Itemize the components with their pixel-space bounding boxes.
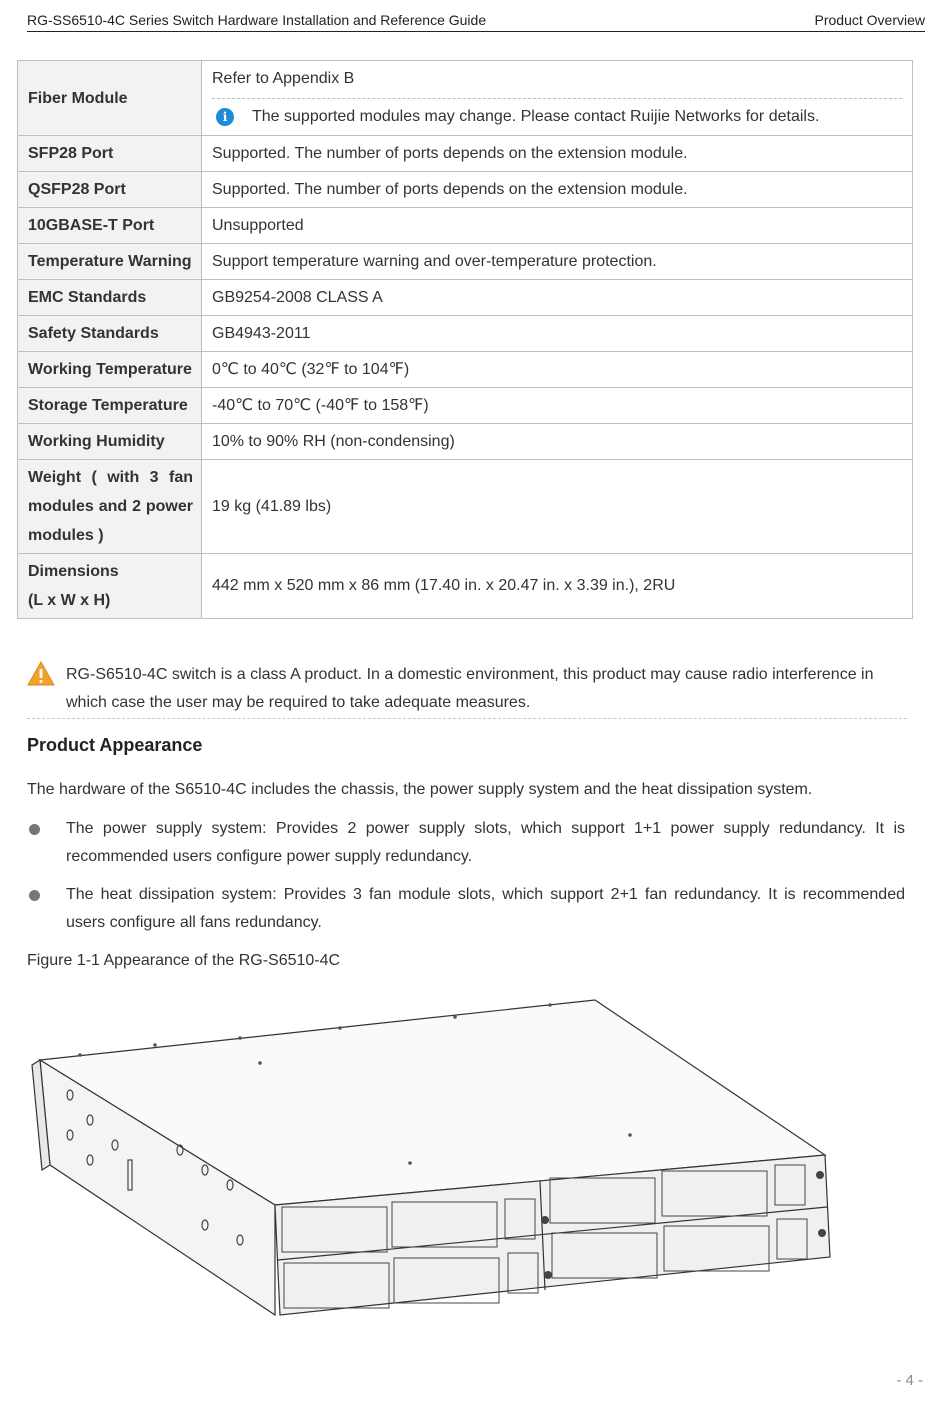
figure-caption: Figure 1-1 Appearance of the RG-S6510-4C — [27, 952, 341, 969]
spec-label: EMC Standards — [18, 280, 202, 316]
spec-value: Unsupported — [202, 208, 913, 244]
spec-label-line: Dimensions — [28, 563, 119, 580]
list-item-text: The power supply system: Provides 2 power supply slots, which support 1+1 power supply redundancy. It is recommended users configure power supply redundancy. — [66, 820, 905, 865]
spec-value: Supported. The number of ports depends on the extension module. — [202, 136, 913, 172]
spec-value: 10% to 90% RH (non-condensing) — [202, 424, 913, 460]
spec-value: Support temperature warning and over-temperature protection. — [202, 244, 913, 280]
spec-label: Storage Temperature — [18, 388, 202, 424]
spec-label — [18, 554, 202, 619]
bullet-icon — [29, 824, 40, 835]
info-note — [212, 98, 902, 132]
spec-value: -40℃ to 70℃ (-40℉ to 158℉) — [202, 388, 913, 424]
spec-label-line: (L x W x H) — [28, 592, 111, 609]
intro-paragraph: The hardware of the S6510-4C includes the chassis, the power supply system and the heat dissipation system. — [27, 781, 813, 798]
warning-note — [27, 658, 907, 719]
spec-value: GB4943-2011 — [202, 316, 913, 352]
bullet-icon — [29, 890, 40, 901]
spec-table — [17, 60, 913, 619]
spec-value: 442 mm x 520 mm x 86 mm (17.40 in. x 20.47 in. x 3.39 in.), 2RU — [202, 554, 913, 619]
spec-value — [202, 61, 913, 136]
spec-value: Supported. The number of ports depends on the extension module. — [202, 172, 913, 208]
table-row — [18, 244, 913, 280]
spec-label: SFP28 Port — [18, 136, 202, 172]
list-item — [27, 815, 905, 871]
info-icon: i — [216, 108, 234, 126]
header-doc-title: RG-SS6510-4C Series Switch Hardware Installation and Reference Guide — [27, 12, 487, 28]
table-row — [18, 136, 913, 172]
list-item — [27, 881, 905, 937]
table-row — [18, 388, 913, 424]
spec-label: Safety Standards — [18, 316, 202, 352]
table-row — [18, 424, 913, 460]
table-row — [18, 316, 913, 352]
table-row — [18, 61, 913, 136]
warning-triangle-icon — [27, 661, 55, 687]
page-number: - 4 - — [896, 1372, 923, 1389]
spec-value: GB9254-2008 CLASS A — [202, 280, 913, 316]
table-row — [18, 554, 913, 619]
spec-label: 10GBASE-T Port — [18, 208, 202, 244]
spec-label: Weight ( with 3 fan modules and 2 power modules ) — [18, 460, 202, 554]
info-note-text: The supported modules may change. Please contact Ruijie Networks for details. — [252, 108, 820, 125]
table-row — [18, 460, 913, 554]
table-row — [18, 208, 913, 244]
table-row — [18, 280, 913, 316]
spec-label: QSFP28 Port — [18, 172, 202, 208]
switch-appearance-illustration — [30, 995, 840, 1320]
spec-label: Working Humidity — [18, 424, 202, 460]
table-row — [18, 352, 913, 388]
spec-label: Temperature Warning — [18, 244, 202, 280]
warning-text: RG-S6510-4C switch is a class A product. In a domestic environment, this product may cause radio interference in which case the user may be required to take adequate measures. — [66, 666, 874, 711]
spec-label: Working Temperature — [18, 352, 202, 388]
header-section-name: Product Overview — [814, 12, 925, 28]
fiber-module-value: Refer to Appendix B — [212, 70, 355, 87]
spec-label: Fiber Module — [18, 61, 202, 136]
table-row — [18, 172, 913, 208]
spec-value: 0℃ to 40℃ (32℉ to 104℉) — [202, 352, 913, 388]
page-header — [27, 10, 925, 32]
list-item-text: The heat dissipation system: Provides 3 fan module slots, which support 2+1 fan redundancy. It is recommended users configure all fans redundancy. — [66, 886, 905, 931]
spec-value: 19 kg (41.89 lbs) — [202, 460, 913, 554]
section-title: Product Appearance — [27, 735, 203, 755]
